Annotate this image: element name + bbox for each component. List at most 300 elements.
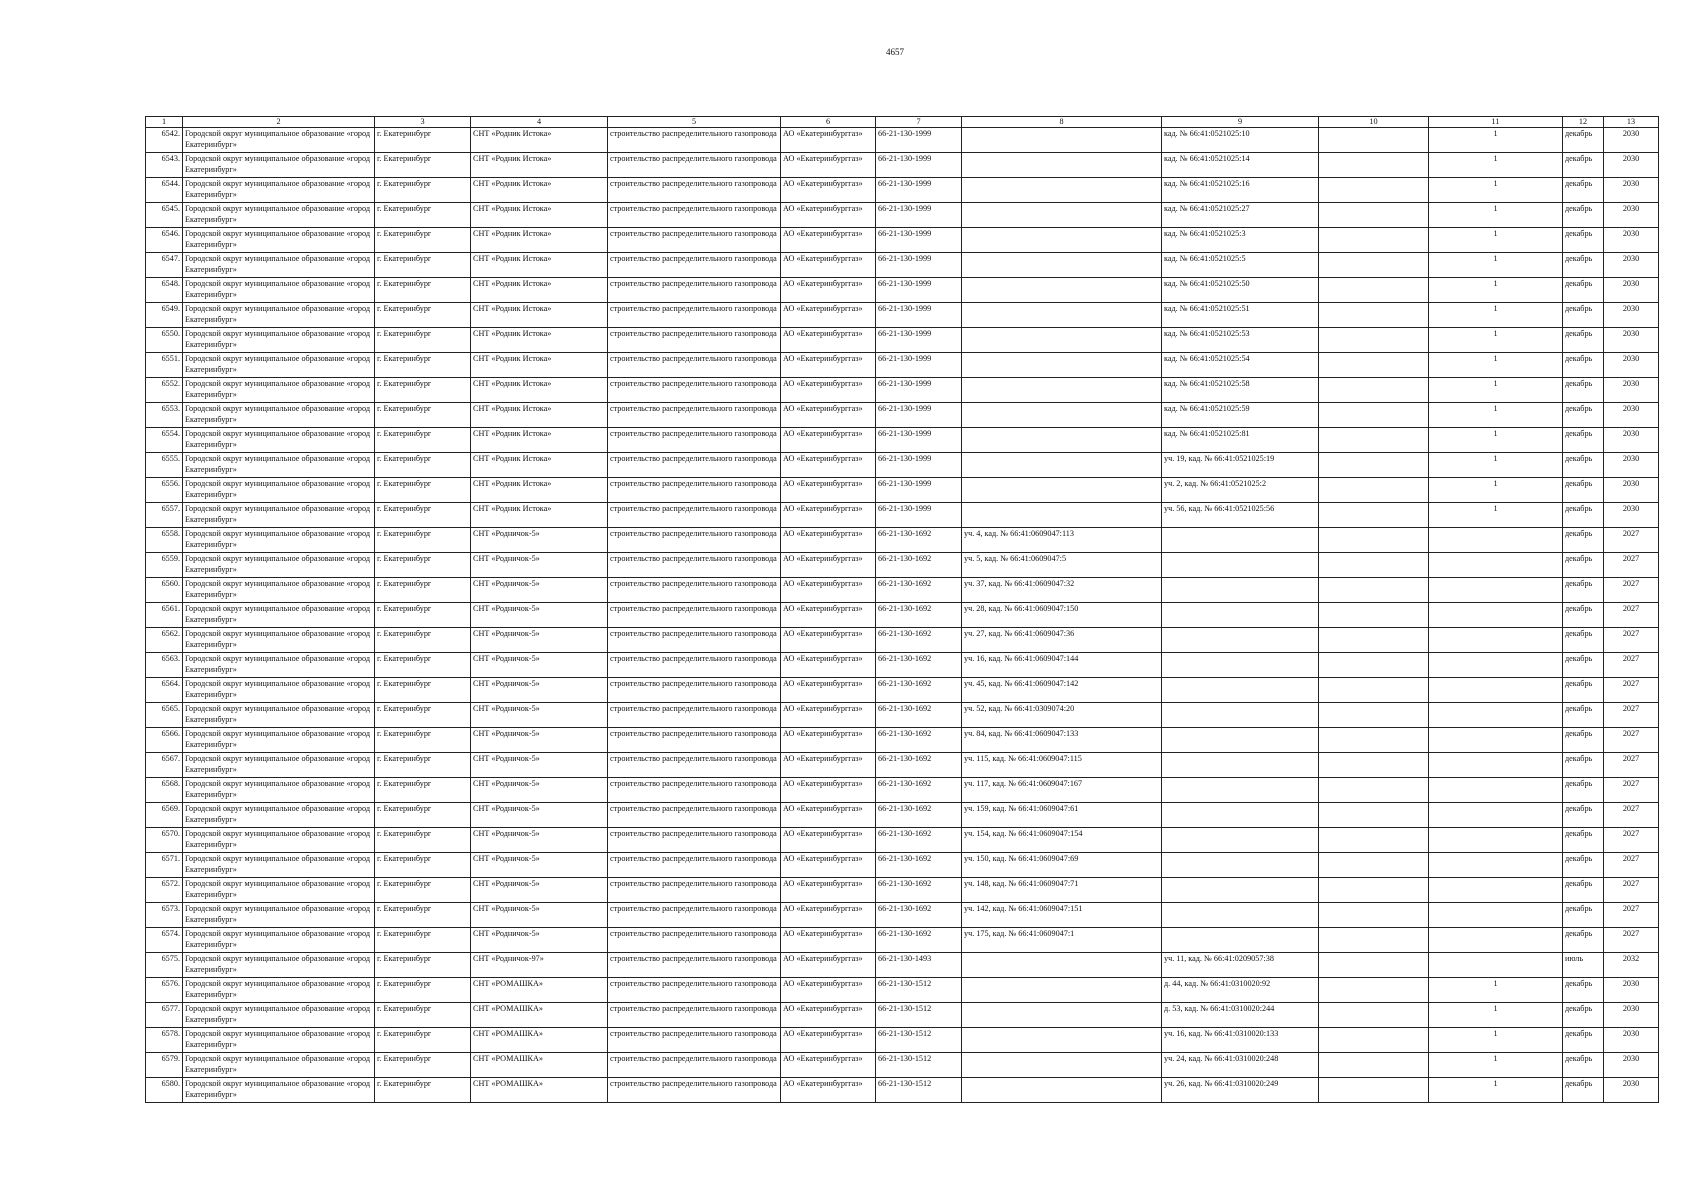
cell-column-10 (1319, 953, 1429, 978)
cell-municipality: Городской округ муниципальное образование «город Екатеринбург» (183, 828, 375, 853)
table-row (146, 128, 1659, 153)
cell-activity: строительство распределительного газопровода (608, 178, 781, 203)
cell-municipality: Городской округ муниципальное образование «город Екатеринбург» (183, 228, 375, 253)
table-body (146, 128, 1659, 1103)
cell-cadastral-number (1162, 928, 1319, 953)
cell-plot-address: уч. 154, кад. № 66:41:0609047:154 (962, 828, 1162, 853)
cell-activity: строительство распределительного газопровода (608, 1003, 781, 1028)
cell-year: 2030 (1604, 178, 1659, 203)
cell-activity: строительство распределительного газопровода (608, 928, 781, 953)
table-row (146, 1003, 1659, 1028)
cell-column-10 (1319, 678, 1429, 703)
cell-quantity: 1 (1429, 453, 1563, 478)
cell-cadastral-number (1162, 853, 1319, 878)
cell-municipality: Городской округ муниципальное образование «город Екатеринбург» (183, 678, 375, 703)
cell-operator: АО «Екатеринбурггаз» (781, 803, 876, 828)
cell-territory: СНТ «Родник Истока» (471, 303, 608, 328)
cell-quantity (1429, 678, 1563, 703)
table-row (146, 153, 1659, 178)
cell-operator: АО «Екатеринбурггаз» (781, 628, 876, 653)
cell-operator: АО «Екатеринбурггаз» (781, 878, 876, 903)
cell-cadastral-number (1162, 778, 1319, 803)
cell-settlement: г. Екатеринбург (375, 378, 471, 403)
cell-column-10 (1319, 303, 1429, 328)
cell-operator: АО «Екатеринбурггаз» (781, 378, 876, 403)
cell-year: 2030 (1604, 503, 1659, 528)
cell-activity: строительство распределительного газопровода (608, 128, 781, 153)
table-row (146, 303, 1659, 328)
cell-year: 2030 (1604, 378, 1659, 403)
cell-column-10 (1319, 753, 1429, 778)
cell-settlement: г. Екатеринбург (375, 1028, 471, 1053)
cell-settlement: г. Екатеринбург (375, 278, 471, 303)
cell-year: 2027 (1604, 803, 1659, 828)
cell-row-number: 6548. (146, 278, 183, 303)
cell-cadastral-number: кад. № 66:41:0521025:54 (1162, 353, 1319, 378)
cell-territory: СНТ «Родник Истока» (471, 203, 608, 228)
cell-year: 2030 (1604, 128, 1659, 153)
cell-cadastral-number: уч. 26, кад. № 66:41:0310020:249 (1162, 1078, 1319, 1103)
cell-year: 2030 (1604, 303, 1659, 328)
cell-program-code: 66-21-130-1692 (876, 728, 962, 753)
cell-cadastral-number (1162, 803, 1319, 828)
table-row (146, 478, 1659, 503)
cell-activity: строительство распределительного газопровода (608, 578, 781, 603)
cell-plot-address (962, 503, 1162, 528)
cell-quantity (1429, 628, 1563, 653)
cell-cadastral-number (1162, 703, 1319, 728)
cell-year: 2030 (1604, 1003, 1659, 1028)
cell-plot-address: уч. 5, кад. № 66:41:0609047:5 (962, 553, 1162, 578)
cell-program-code: 66-21-130-1493 (876, 953, 962, 978)
cell-row-number: 6544. (146, 178, 183, 203)
cell-activity: строительство распределительного газопровода (608, 403, 781, 428)
cell-quantity: 1 (1429, 403, 1563, 428)
table-row (146, 978, 1659, 1003)
cell-plot-address (962, 203, 1162, 228)
cell-municipality: Городской округ муниципальное образование «город Екатеринбург» (183, 953, 375, 978)
cell-month: декабрь (1563, 603, 1604, 628)
cell-plot-address (962, 353, 1162, 378)
cell-program-code: 66-21-130-1999 (876, 203, 962, 228)
cell-territory: СНТ «РОМАШКА» (471, 1003, 608, 1028)
cell-plot-address: уч. 159, кад. № 66:41:0609047:61 (962, 803, 1162, 828)
cell-plot-address: уч. 84, кад. № 66:41:0609047:133 (962, 728, 1162, 753)
cell-year: 2030 (1604, 478, 1659, 503)
cell-column-10 (1319, 1053, 1429, 1078)
cell-row-number: 6542. (146, 128, 183, 153)
cell-plot-address: уч. 4, кад. № 66:41:0609047:113 (962, 528, 1162, 553)
cell-cadastral-number: кад. № 66:41:0521025:3 (1162, 228, 1319, 253)
cell-municipality: Городской округ муниципальное образование «город Екатеринбург» (183, 503, 375, 528)
cell-column-10 (1319, 353, 1429, 378)
cell-column-10 (1319, 578, 1429, 603)
cell-municipality: Городской округ муниципальное образование «город Екатеринбург» (183, 1053, 375, 1078)
cell-municipality: Городской округ муниципальное образование «город Екатеринбург» (183, 303, 375, 328)
column-header-7: 7 (876, 117, 962, 128)
cell-settlement: г. Екатеринбург (375, 403, 471, 428)
cell-year: 2027 (1604, 528, 1659, 553)
cell-month: декабрь (1563, 878, 1604, 903)
cell-column-10 (1319, 378, 1429, 403)
cell-quantity (1429, 853, 1563, 878)
cell-plot-address (962, 428, 1162, 453)
column-header-10: 10 (1319, 117, 1429, 128)
cell-column-10 (1319, 653, 1429, 678)
cell-cadastral-number (1162, 628, 1319, 653)
register-table (145, 116, 1659, 1103)
cell-row-number: 6579. (146, 1053, 183, 1078)
cell-row-number: 6576. (146, 978, 183, 1003)
cell-settlement: г. Екатеринбург (375, 878, 471, 903)
column-header-9: 9 (1162, 117, 1319, 128)
cell-municipality: Городской округ муниципальное образование «город Екатеринбург» (183, 878, 375, 903)
cell-month: декабрь (1563, 753, 1604, 778)
cell-month: декабрь (1563, 403, 1604, 428)
cell-row-number: 6550. (146, 328, 183, 353)
cell-row-number: 6547. (146, 253, 183, 278)
cell-plot-address: уч. 175, кад. № 66:41:0609047:1 (962, 928, 1162, 953)
cell-column-10 (1319, 503, 1429, 528)
cell-column-10 (1319, 853, 1429, 878)
cell-cadastral-number: уч. 16, кад. № 66:41:0310020:133 (1162, 1028, 1319, 1053)
cell-territory: СНТ «Родник Истока» (471, 503, 608, 528)
cell-row-number: 6564. (146, 678, 183, 703)
cell-column-10 (1319, 778, 1429, 803)
cell-plot-address: уч. 27, кад. № 66:41:0609047:36 (962, 628, 1162, 653)
column-header-13: 13 (1604, 117, 1659, 128)
cell-operator: АО «Екатеринбурггаз» (781, 353, 876, 378)
cell-territory: СНТ «Родничок-97» (471, 953, 608, 978)
cell-municipality: Городской округ муниципальное образование «город Екатеринбург» (183, 903, 375, 928)
cell-settlement: г. Екатеринбург (375, 703, 471, 728)
cell-plot-address: уч. 28, кад. № 66:41:0609047:150 (962, 603, 1162, 628)
cell-program-code: 66-21-130-1999 (876, 328, 962, 353)
cell-activity: строительство распределительного газопровода (608, 503, 781, 528)
cell-row-number: 6555. (146, 453, 183, 478)
cell-row-number: 6546. (146, 228, 183, 253)
cell-municipality: Городской округ муниципальное образование «город Екатеринбург» (183, 278, 375, 303)
cell-quantity: 1 (1429, 203, 1563, 228)
cell-cadastral-number: уч. 19, кад. № 66:41:0521025:19 (1162, 453, 1319, 478)
cell-settlement: г. Екатеринбург (375, 653, 471, 678)
cell-quantity (1429, 528, 1563, 553)
cell-column-10 (1319, 703, 1429, 728)
cell-year: 2027 (1604, 653, 1659, 678)
table-row (146, 678, 1659, 703)
cell-operator: АО «Екатеринбурггаз» (781, 853, 876, 878)
cell-column-10 (1319, 1028, 1429, 1053)
cell-column-10 (1319, 978, 1429, 1003)
cell-settlement: г. Екатеринбург (375, 903, 471, 928)
cell-territory: СНТ «Родник Истока» (471, 478, 608, 503)
cell-month: декабрь (1563, 253, 1604, 278)
cell-program-code: 66-21-130-1999 (876, 153, 962, 178)
table-row (146, 553, 1659, 578)
cell-program-code: 66-21-130-1512 (876, 1078, 962, 1103)
cell-territory: СНТ «Родничок-5» (471, 928, 608, 953)
cell-operator: АО «Екатеринбурггаз» (781, 1028, 876, 1053)
cell-settlement: г. Екатеринбург (375, 203, 471, 228)
cell-program-code: 66-21-130-1999 (876, 253, 962, 278)
cell-month: декабрь (1563, 578, 1604, 603)
cell-operator: АО «Екатеринбурггаз» (781, 153, 876, 178)
cell-operator: АО «Екатеринбурггаз» (781, 503, 876, 528)
cell-row-number: 6565. (146, 703, 183, 728)
cell-territory: СНТ «РОМАШКА» (471, 1053, 608, 1078)
cell-month: декабрь (1563, 903, 1604, 928)
cell-program-code: 66-21-130-1692 (876, 928, 962, 953)
cell-program-code: 66-21-130-1692 (876, 653, 962, 678)
cell-program-code: 66-21-130-1692 (876, 803, 962, 828)
cell-program-code: 66-21-130-1999 (876, 128, 962, 153)
cell-activity: строительство распределительного газопровода (608, 378, 781, 403)
table-row (146, 653, 1659, 678)
cell-cadastral-number: уч. 56, кад. № 66:41:0521025:56 (1162, 503, 1319, 528)
cell-column-10 (1319, 453, 1429, 478)
cell-activity: строительство распределительного газопровода (608, 203, 781, 228)
cell-settlement: г. Екатеринбург (375, 228, 471, 253)
cell-settlement: г. Екатеринбург (375, 353, 471, 378)
cell-quantity: 1 (1429, 503, 1563, 528)
cell-settlement: г. Екатеринбург (375, 953, 471, 978)
cell-activity: строительство распределительного газопровода (608, 153, 781, 178)
cell-quantity (1429, 778, 1563, 803)
cell-municipality: Городской округ муниципальное образование «город Екатеринбург» (183, 1003, 375, 1028)
cell-row-number: 6562. (146, 628, 183, 653)
column-header-1: 1 (146, 117, 183, 128)
header-row (146, 117, 1659, 128)
cell-territory: СНТ «Родник Истока» (471, 178, 608, 203)
cell-quantity: 1 (1429, 278, 1563, 303)
cell-activity: строительство распределительного газопровода (608, 1053, 781, 1078)
cell-cadastral-number: кад. № 66:41:0521025:27 (1162, 203, 1319, 228)
cell-settlement: г. Екатеринбург (375, 1003, 471, 1028)
cell-quantity: 1 (1429, 1028, 1563, 1053)
cell-row-number: 6570. (146, 828, 183, 853)
cell-year: 2027 (1604, 678, 1659, 703)
cell-cadastral-number (1162, 678, 1319, 703)
cell-activity: строительство распределительного газопровода (608, 728, 781, 753)
cell-program-code: 66-21-130-1692 (876, 903, 962, 928)
cell-year: 2027 (1604, 628, 1659, 653)
cell-program-code: 66-21-130-1999 (876, 303, 962, 328)
cell-municipality: Городской округ муниципальное образование «город Екатеринбург» (183, 253, 375, 278)
cell-row-number: 6575. (146, 953, 183, 978)
cell-quantity (1429, 828, 1563, 853)
cell-year: 2030 (1604, 228, 1659, 253)
cell-month: декабрь (1563, 678, 1604, 703)
cell-row-number: 6557. (146, 503, 183, 528)
cell-operator: АО «Екатеринбурггаз» (781, 603, 876, 628)
cell-program-code: 66-21-130-1999 (876, 228, 962, 253)
cell-territory: СНТ «Родничок-5» (471, 803, 608, 828)
cell-territory: СНТ «Родник Истока» (471, 378, 608, 403)
cell-column-10 (1319, 828, 1429, 853)
cell-activity: строительство распределительного газопровода (608, 803, 781, 828)
cell-settlement: г. Екатеринбург (375, 828, 471, 853)
cell-settlement: г. Екатеринбург (375, 253, 471, 278)
cell-cadastral-number (1162, 653, 1319, 678)
cell-row-number: 6572. (146, 878, 183, 903)
cell-settlement: г. Екатеринбург (375, 853, 471, 878)
cell-row-number: 6545. (146, 203, 183, 228)
cell-operator: АО «Екатеринбурггаз» (781, 1003, 876, 1028)
cell-year: 2027 (1604, 603, 1659, 628)
cell-settlement: г. Екатеринбург (375, 603, 471, 628)
cell-program-code: 66-21-130-1999 (876, 378, 962, 403)
cell-activity: строительство распределительного газопровода (608, 428, 781, 453)
cell-operator: АО «Екатеринбурггаз» (781, 778, 876, 803)
page-number: 4657 (886, 47, 904, 57)
cell-month: декабрь (1563, 828, 1604, 853)
cell-month: декабрь (1563, 228, 1604, 253)
cell-cadastral-number: д. 53, кад. № 66:41:0310020:244 (1162, 1003, 1319, 1028)
cell-territory: СНТ «Родник Истока» (471, 403, 608, 428)
cell-quantity (1429, 603, 1563, 628)
cell-activity: строительство распределительного газопровода (608, 603, 781, 628)
cell-column-10 (1319, 803, 1429, 828)
cell-settlement: г. Екатеринбург (375, 528, 471, 553)
cell-year: 2027 (1604, 878, 1659, 903)
cell-program-code: 66-21-130-1999 (876, 428, 962, 453)
cell-operator: АО «Екатеринбурггаз» (781, 728, 876, 753)
cell-year: 2030 (1604, 328, 1659, 353)
cell-year: 2030 (1604, 353, 1659, 378)
cell-year: 2032 (1604, 953, 1659, 978)
table-row (146, 778, 1659, 803)
cell-territory: СНТ «Родничок-5» (471, 878, 608, 903)
cell-settlement: г. Екатеринбург (375, 328, 471, 353)
cell-row-number: 6561. (146, 603, 183, 628)
cell-territory: СНТ «РОМАШКА» (471, 1078, 608, 1103)
table-row (146, 453, 1659, 478)
table-row (146, 753, 1659, 778)
cell-program-code: 66-21-130-1692 (876, 628, 962, 653)
table-row (146, 428, 1659, 453)
cell-plot-address (962, 953, 1162, 978)
cell-program-code: 66-21-130-1692 (876, 678, 962, 703)
cell-territory: СНТ «Родник Истока» (471, 428, 608, 453)
cell-column-10 (1319, 1078, 1429, 1103)
cell-quantity: 1 (1429, 378, 1563, 403)
cell-operator: АО «Екатеринбурггаз» (781, 828, 876, 853)
cell-municipality: Городской округ муниципальное образование «город Екатеринбург» (183, 928, 375, 953)
table-row (146, 803, 1659, 828)
cell-territory: СНТ «Родничок-5» (471, 678, 608, 703)
cell-month: декабрь (1563, 128, 1604, 153)
cell-row-number: 6559. (146, 553, 183, 578)
cell-settlement: г. Екатеринбург (375, 1053, 471, 1078)
cell-settlement: г. Екатеринбург (375, 553, 471, 578)
cell-month: декабрь (1563, 778, 1604, 803)
cell-column-10 (1319, 628, 1429, 653)
cell-settlement: г. Екатеринбург (375, 678, 471, 703)
table-row (146, 953, 1659, 978)
cell-row-number: 6574. (146, 928, 183, 953)
cell-cadastral-number: кад. № 66:41:0521025:53 (1162, 328, 1319, 353)
cell-activity: строительство распределительного газопровода (608, 753, 781, 778)
cell-operator: АО «Екатеринбурггаз» (781, 553, 876, 578)
cell-municipality: Городской округ муниципальное образование «город Екатеринбург» (183, 128, 375, 153)
cell-activity: строительство распределительного газопровода (608, 853, 781, 878)
cell-program-code: 66-21-130-1692 (876, 703, 962, 728)
cell-municipality: Городской округ муниципальное образование «город Екатеринбург» (183, 1028, 375, 1053)
cell-cadastral-number (1162, 528, 1319, 553)
cell-territory: СНТ «Родник Истока» (471, 353, 608, 378)
cell-row-number: 6543. (146, 153, 183, 178)
cell-month: декабрь (1563, 178, 1604, 203)
cell-year: 2027 (1604, 828, 1659, 853)
table-row (146, 603, 1659, 628)
cell-territory: СНТ «Родничок-5» (471, 753, 608, 778)
cell-operator: АО «Екатеринбурггаз» (781, 903, 876, 928)
cell-row-number: 6580. (146, 1078, 183, 1103)
table-row (146, 1028, 1659, 1053)
cell-month: декабрь (1563, 703, 1604, 728)
cell-activity: строительство распределительного газопровода (608, 878, 781, 903)
cell-activity: строительство распределительного газопровода (608, 253, 781, 278)
cell-municipality: Городской округ муниципальное образование «город Екатеринбург» (183, 528, 375, 553)
cell-program-code: 66-21-130-1999 (876, 403, 962, 428)
cell-program-code: 66-21-130-1692 (876, 878, 962, 903)
cell-month: декабрь (1563, 628, 1604, 653)
cell-activity: строительство распределительного газопровода (608, 278, 781, 303)
cell-program-code: 66-21-130-1999 (876, 353, 962, 378)
cell-quantity: 1 (1429, 178, 1563, 203)
cell-program-code: 66-21-130-1999 (876, 478, 962, 503)
cell-operator: АО «Екатеринбурггаз» (781, 678, 876, 703)
cell-row-number: 6554. (146, 428, 183, 453)
cell-activity: строительство распределительного газопровода (608, 478, 781, 503)
cell-operator: АО «Екатеринбурггаз» (781, 703, 876, 728)
cell-cadastral-number: кад. № 66:41:0521025:51 (1162, 303, 1319, 328)
cell-quantity (1429, 903, 1563, 928)
cell-cadastral-number (1162, 878, 1319, 903)
cell-operator: АО «Екатеринбурггаз» (781, 228, 876, 253)
cell-territory: СНТ «Родничок-5» (471, 778, 608, 803)
cell-month: декабрь (1563, 1078, 1604, 1103)
cell-row-number: 6578. (146, 1028, 183, 1053)
cell-territory: СНТ «Родничок-5» (471, 603, 608, 628)
cell-month: декабрь (1563, 353, 1604, 378)
cell-column-10 (1319, 878, 1429, 903)
cell-month: декабрь (1563, 328, 1604, 353)
cell-plot-address (962, 478, 1162, 503)
cell-year: 2027 (1604, 728, 1659, 753)
cell-year: 2030 (1604, 278, 1659, 303)
cell-program-code: 66-21-130-1999 (876, 178, 962, 203)
cell-municipality: Городской округ муниципальное образование «город Екатеринбург» (183, 978, 375, 1003)
cell-year: 2030 (1604, 978, 1659, 1003)
cell-operator: АО «Екатеринбурггаз» (781, 278, 876, 303)
cell-column-10 (1319, 928, 1429, 953)
cell-plot-address (962, 1078, 1162, 1103)
cell-row-number: 6569. (146, 803, 183, 828)
cell-settlement: г. Екатеринбург (375, 803, 471, 828)
cell-cadastral-number (1162, 728, 1319, 753)
cell-program-code: 66-21-130-1999 (876, 453, 962, 478)
cell-cadastral-number: кад. № 66:41:0521025:10 (1162, 128, 1319, 153)
cell-operator: АО «Екатеринбурггаз» (781, 178, 876, 203)
cell-plot-address: уч. 16, кад. № 66:41:0609047:144 (962, 653, 1162, 678)
cell-month: декабрь (1563, 803, 1604, 828)
cell-quantity: 1 (1429, 253, 1563, 278)
cell-municipality: Городской округ муниципальное образование «город Екатеринбург» (183, 803, 375, 828)
cell-month: декабрь (1563, 428, 1604, 453)
cell-plot-address (962, 453, 1162, 478)
cell-column-10 (1319, 428, 1429, 453)
